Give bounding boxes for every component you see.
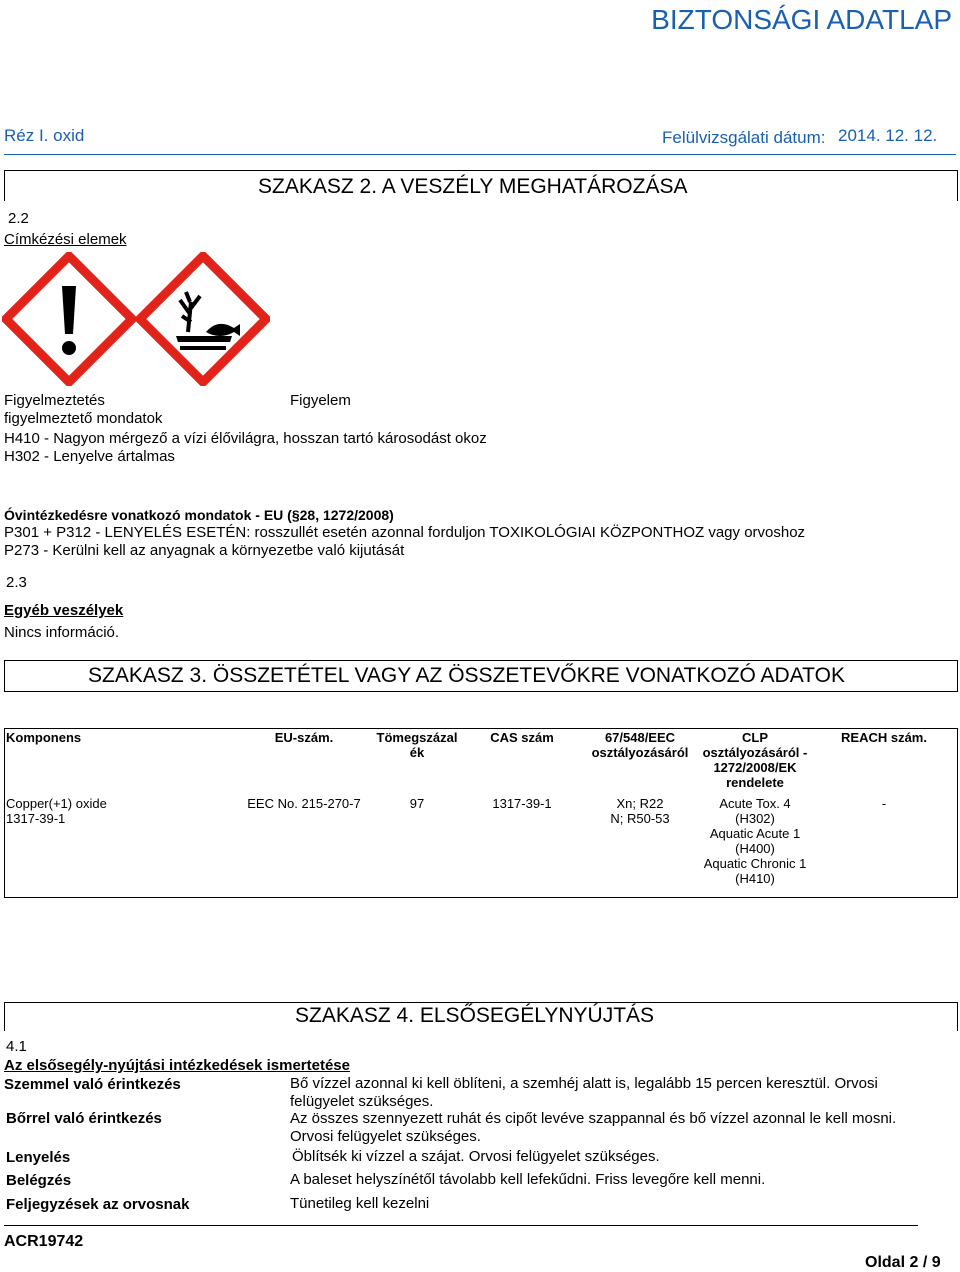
table-header-row <box>4 728 956 794</box>
col-header: Tömegszázalék <box>376 730 458 760</box>
sub23-text: Nincs információ. <box>4 624 120 641</box>
component-name: Copper(+1) oxide <box>6 796 107 811</box>
section2-title: SZAKASZ 2. A VESZÉLY MEGHATÁROZÁSA <box>258 175 688 198</box>
signal-word-value: Figyelem <box>290 392 351 409</box>
page-number <box>865 1254 941 1272</box>
header-divider <box>4 154 956 155</box>
hazard-heading: figyelmeztető mondatok <box>4 410 163 427</box>
col-header: CAS szám <box>490 730 554 745</box>
first-aid-text-doctor: Tünetileg kell kezelni <box>290 1195 430 1212</box>
col-header: EU-szám. <box>274 730 334 745</box>
first-aid-label-skin: Bőrrel való érintkezés <box>6 1110 162 1127</box>
table-row <box>4 794 956 888</box>
precaution-heading: Óvintézkedésre vonatkozó mondatok - EU (§28, 1272/2008) <box>4 507 394 523</box>
col-header: CLP osztályozásáról - 1272/2008/EK rendelete <box>702 730 808 790</box>
composition-table <box>4 728 956 888</box>
exclamation-mark-pictogram <box>2 252 136 386</box>
first-aid-text-eye: Bő vízzel azonnal ki kell öblíteni, a szemhéj alatt is, legalább 15 percen keresztül. Orvosi felügyelet szükséges. <box>290 1075 878 1110</box>
hazard-line: H410 - Nagyon mérgező a vízi élővilágra, hosszan tartó károsodást okoz <box>4 430 487 447</box>
footer-divider <box>4 1225 918 1226</box>
clp-classification: Acute Tox. 4 (H302) Aquatic Acute 1 (H400) Aquatic Chronic 1 (H410) <box>703 796 807 886</box>
component-cell <box>4 794 236 888</box>
page-label: Oldal <box>865 1254 906 1271</box>
sub22-number: 2.2 <box>8 210 29 227</box>
document-title: BIZTONSÁGI ADATLAP <box>651 4 952 35</box>
document-code: ACR19742 <box>4 1233 84 1250</box>
first-aid-label-ingestion: Lenyelés <box>6 1149 71 1166</box>
reach-number: - <box>881 796 887 811</box>
cas-number: 1317-39-1 <box>492 796 552 811</box>
first-aid-label-inhalation: Belégzés <box>6 1172 72 1189</box>
first-aid-label-eye: Szemmel való érintkezés <box>4 1076 181 1093</box>
page-value: 2 / 9 <box>909 1254 941 1271</box>
revision-label: Felülvizsgálati dátum: <box>662 128 826 147</box>
weight-percent: 97 <box>409 796 425 811</box>
sub23-number: 2.3 <box>6 574 27 591</box>
col-header: 67/548/EEC osztályozásáról <box>591 730 689 760</box>
revision-date: 2014. 12. 12. <box>838 126 938 145</box>
first-aid-label-doctor: Feljegyzések az orvosnak <box>6 1196 190 1213</box>
product-name: Réz I. oxid <box>4 126 85 145</box>
first-aid-text-ingestion: Öblítsék ki vízzel a szájat. Orvosi felügyelet szükséges. <box>292 1148 660 1165</box>
eec-classification: Xn; R22 N; R50-53 <box>610 796 670 826</box>
environment-pictogram <box>136 252 270 386</box>
first-aid-text-skin: Az összes szennyezett ruhát és cipőt levéve szappannal és bő vízzel azonnal le kell mosni. Orvosi felügyelet szükséges. <box>290 1110 897 1145</box>
signal-word-label: Figyelmeztetés <box>4 392 105 409</box>
precaution-line: P301 + P312 - LENYELÉS ESETÉN: rosszullét esetén azonnal forduljon TOXIKOLÓGIAI KÖZPONTHOZ vagy orvoshoz <box>4 524 806 541</box>
hazard-line: H302 - Lenyelve ártalmas <box>4 448 175 465</box>
section4-title: SZAKASZ 4. ELSŐSEGÉLYNYÚJTÁS <box>295 1004 655 1027</box>
sub22-title: Címkézési elemek <box>4 231 127 248</box>
col-header: Komponens <box>6 730 82 745</box>
first-aid-text-inhalation: A baleset helyszínétől távolabb kell lefekűdni. Friss levegőre kell menni. <box>290 1171 766 1188</box>
col-header: REACH szám. <box>841 730 927 745</box>
component-cas: 1317-39-1 <box>6 811 66 826</box>
precaution-line: P273 - Kerülni kell az anyagnak a környezetbe való kijutását <box>4 542 405 559</box>
eu-number: EEC No. 215-270-7 <box>247 796 361 811</box>
sub41-number: 4.1 <box>6 1038 27 1055</box>
sub41-title: Az elsősegély-nyújtási intézkedések ismertetése <box>4 1057 350 1074</box>
section3-title: SZAKASZ 3. ÖSSZETÉTEL VAGY AZ ÖSSZETEVŐKRE VONATKOZÓ ADATOK <box>88 664 845 687</box>
sub23-title: Egyéb veszélyek <box>4 602 124 619</box>
